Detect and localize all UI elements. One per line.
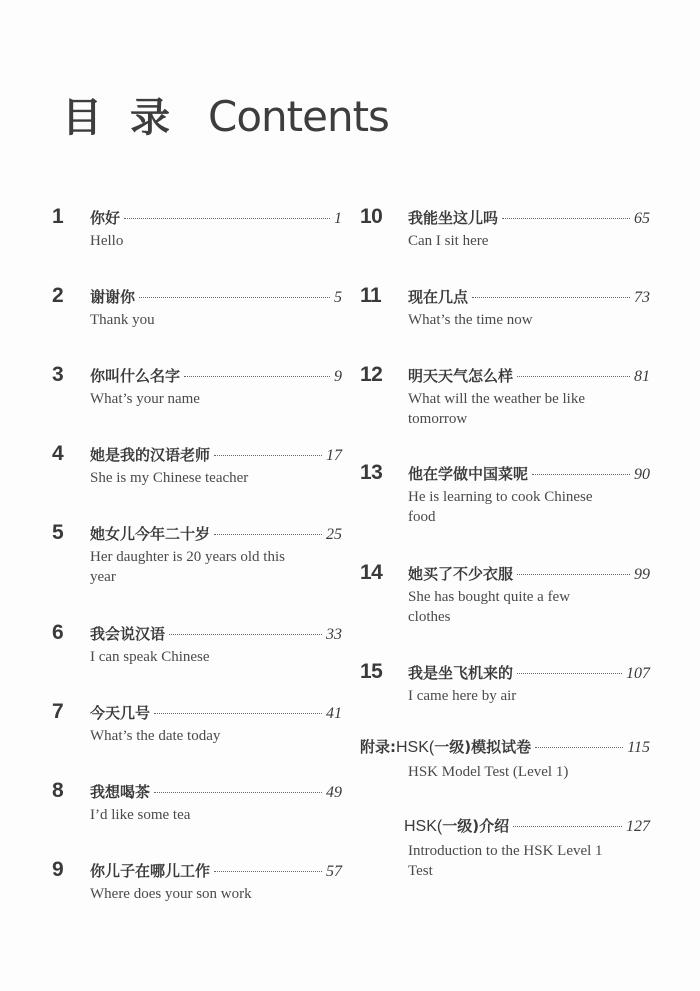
toc-entry-14[interactable] (360, 561, 650, 627)
toc-entry-8[interactable] (52, 779, 342, 825)
leader-dots (517, 574, 630, 575)
lesson-title-en: He is learning to cook Chinese food (408, 489, 593, 525)
hsk-label: HSK( (404, 818, 443, 835)
leader-dots (535, 747, 623, 748)
leader-dots (154, 792, 322, 793)
lesson-title-en: Hello (90, 233, 124, 249)
toc-entry-10[interactable] (360, 205, 650, 251)
lesson-title-cn: 谢谢你 (90, 288, 136, 306)
leader-dots (513, 826, 622, 827)
appendix-title-en: Introduction to the HSK Level 1 Test (408, 843, 603, 879)
toc-entry-15[interactable] (360, 660, 650, 706)
leader-dots (532, 474, 630, 475)
lesson-number: 1 (52, 205, 64, 228)
page-number: 99 (634, 566, 650, 583)
appendix-title-cn: 一级)介绍 (442, 817, 510, 835)
lesson-number: 3 (52, 363, 64, 386)
page-number: 5 (334, 289, 342, 306)
hsk-label: HSK( (396, 739, 435, 756)
lesson-title-cn: 现在几点 (408, 288, 469, 306)
toc-entry-4[interactable] (52, 442, 342, 488)
page-number: 81 (634, 368, 650, 385)
lesson-title-en: She is my Chinese teacher (90, 470, 249, 486)
lesson-title-cn: 我会说汉语 (90, 625, 166, 643)
lesson-number: 13 (360, 461, 383, 484)
lesson-title-en: She has bought quite a few clothes (408, 589, 571, 625)
toc-entry-2[interactable] (52, 284, 342, 330)
toc-entry-11[interactable] (360, 284, 650, 330)
lesson-number: 4 (52, 442, 64, 465)
leader-dots (517, 673, 622, 674)
page-number: 33 (326, 626, 342, 643)
lesson-title-cn: 她是我的汉语老师 (90, 446, 211, 464)
lesson-title-en: Thank you (90, 312, 155, 328)
lesson-title-cn: 你儿子在哪儿工作 (90, 862, 211, 880)
page-number: 9 (334, 368, 342, 385)
lesson-number: 6 (52, 621, 64, 644)
lesson-number: 10 (360, 205, 383, 228)
leader-dots (139, 297, 330, 298)
lesson-title-cn: 今天几号 (90, 704, 151, 722)
page-number: 49 (326, 784, 342, 801)
leader-dots (154, 713, 322, 714)
lesson-title-cn: 他在学做中国菜呢 (408, 465, 529, 483)
page-number: 17 (326, 447, 342, 464)
appendix-title-en: HSK Model Test (Level 1) (408, 764, 569, 780)
toc-appendix-introduction[interactable] (360, 815, 650, 881)
page-number: 73 (634, 289, 650, 306)
lesson-title-cn: 她买了不少衣服 (408, 565, 514, 583)
leader-dots (214, 871, 322, 872)
title-english: Contents (208, 92, 389, 141)
page-number: 107 (626, 665, 650, 682)
lesson-number: 7 (52, 700, 64, 723)
lesson-title-cn: 明天天气怎么样 (408, 367, 514, 385)
leader-dots (184, 376, 330, 377)
leader-dots (517, 376, 630, 377)
lesson-number: 9 (52, 858, 64, 881)
lesson-title-en: I can speak Chinese (90, 649, 210, 665)
page-number: 115 (627, 739, 650, 756)
lesson-title-cn: 你好 (90, 209, 121, 227)
toc-entry-9[interactable] (52, 858, 342, 904)
lesson-title-cn: 我想喝茶 (90, 783, 151, 801)
lesson-number: 8 (52, 779, 64, 802)
lesson-number: 2 (52, 284, 64, 307)
page-number: 41 (326, 705, 342, 722)
lesson-number: 12 (360, 363, 383, 386)
toc-entry-1[interactable] (52, 205, 342, 251)
lesson-title-cn: 你叫什么名字 (90, 367, 181, 385)
lesson-title-en: Her daughter is 20 years old this year (90, 549, 285, 585)
toc-entry-6[interactable] (52, 621, 342, 667)
lesson-title-cn: 我能坐这儿吗 (408, 209, 499, 227)
leader-dots (472, 297, 630, 298)
lesson-title-en: What will the weather be like tomorrow (408, 391, 586, 427)
lesson-title-en: What’s the time now (408, 312, 533, 328)
page-number: 90 (634, 466, 650, 483)
lesson-title-cn: 她女儿今年二十岁 (90, 525, 211, 543)
lesson-title-cn: 我是坐飞机来的 (408, 664, 514, 682)
leader-dots (169, 634, 322, 635)
toc-entry-7[interactable] (52, 700, 342, 746)
page-number: 65 (634, 210, 650, 227)
page-number: 1 (334, 210, 342, 227)
lesson-title-en: I’d like some tea (90, 807, 191, 823)
leader-dots (214, 455, 322, 456)
page-number: 25 (326, 526, 342, 543)
toc-appendix-model-test[interactable] (360, 736, 650, 782)
lesson-title-en: What’s your name (90, 391, 200, 407)
lesson-title-en: What’s the date today (90, 728, 221, 744)
lesson-title-en: I came here by air (408, 688, 517, 704)
leader-dots (124, 218, 330, 219)
lesson-number: 11 (360, 284, 382, 307)
title-chinese: 目录 (62, 95, 198, 141)
toc-entry-3[interactable] (52, 363, 342, 409)
lesson-title-en: Can I sit here (408, 233, 489, 249)
appendix-label: 附录: (360, 738, 396, 756)
toc-entry-13[interactable] (360, 461, 650, 527)
lesson-number: 5 (52, 521, 64, 544)
leader-dots (214, 534, 322, 535)
leader-dots (502, 218, 630, 219)
lesson-number: 14 (360, 561, 383, 584)
toc-entry-5[interactable] (52, 521, 342, 587)
appendix-title-cn: 一级)模拟试卷 (434, 738, 532, 756)
page-number: 57 (326, 863, 342, 880)
lesson-title-en: Where does your son work (90, 886, 252, 902)
lesson-number: 15 (360, 660, 383, 683)
toc-entry-12[interactable] (360, 363, 650, 429)
page-title (62, 86, 389, 143)
page-number: 127 (626, 818, 650, 835)
